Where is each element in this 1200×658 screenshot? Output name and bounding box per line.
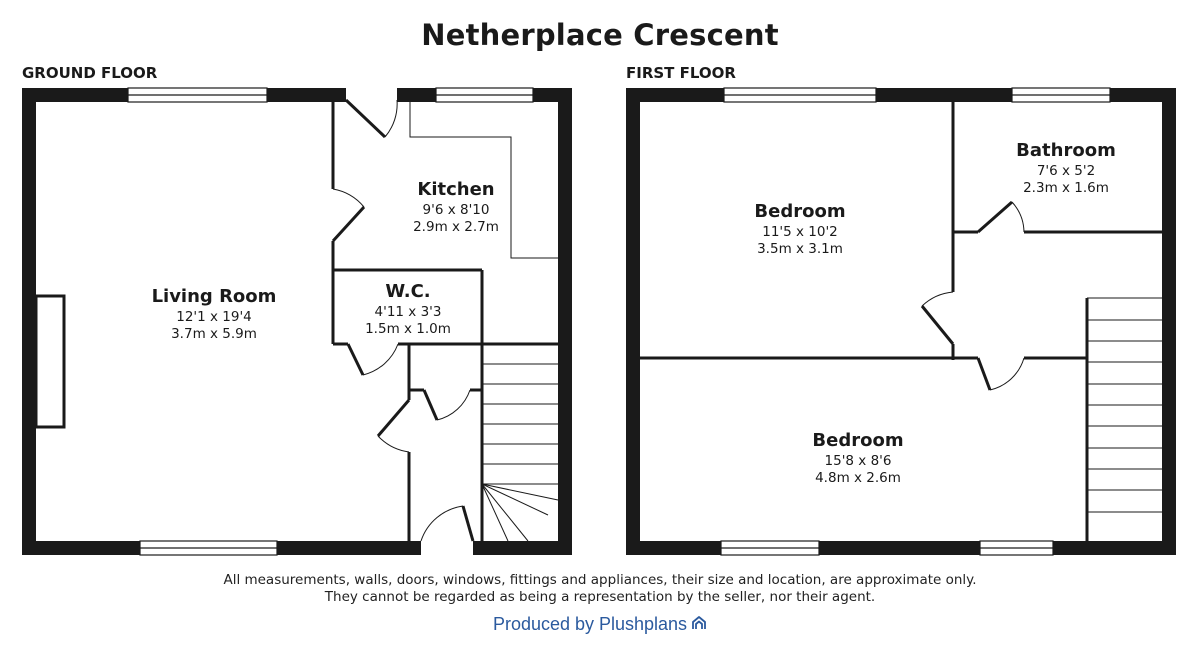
room-name: Bedroom bbox=[812, 430, 904, 451]
living-room-label bbox=[152, 286, 277, 342]
disclaimer-line-2: They cannot be regarded as being a representation by the seller, nor their agent. bbox=[324, 589, 876, 605]
room-imperial-size: 7'6 x 5'2 bbox=[1036, 163, 1096, 179]
room-name: Bedroom bbox=[754, 201, 846, 222]
door-swing bbox=[348, 344, 398, 375]
room-name: Living Room bbox=[151, 286, 277, 307]
credit-text: Produced by Plushplans bbox=[492, 614, 688, 634]
room-metric-size: 3.7m x 5.9m bbox=[171, 326, 257, 342]
first-doors bbox=[922, 202, 1024, 390]
room-imperial-size: 15'8 x 8'6 bbox=[824, 453, 892, 469]
door-swing bbox=[378, 400, 409, 452]
room-imperial-size: 4'11 x 3'3 bbox=[374, 304, 442, 320]
door-swing bbox=[424, 390, 470, 420]
bedroom-1-label bbox=[754, 201, 845, 257]
room-imperial-size: 11'5 x 10'2 bbox=[762, 224, 838, 240]
ground-staircase bbox=[482, 364, 558, 541]
bathroom-label bbox=[1016, 140, 1116, 196]
room-metric-size: 4.8m x 2.6m bbox=[815, 470, 901, 486]
room-imperial-size: 9'6 x 8'10 bbox=[422, 202, 490, 218]
plan-title: Netherplace Crescent bbox=[421, 18, 779, 52]
kitchen-label bbox=[413, 179, 499, 235]
ground-floor-plan bbox=[22, 88, 572, 555]
door-swing bbox=[333, 189, 364, 241]
door-swing bbox=[922, 292, 953, 344]
bedroom-2-label bbox=[812, 430, 903, 486]
first-floor-label: FIRST FLOOR bbox=[626, 64, 736, 82]
first-staircase bbox=[1087, 298, 1162, 512]
room-name: Bathroom bbox=[1016, 140, 1116, 161]
room-metric-size: 1.5m x 1.0m bbox=[365, 321, 451, 337]
disclaimer-line-1: All measurements, walls, doors, windows, fittings and appliances, their size and location, are approximate only. bbox=[223, 572, 977, 588]
room-name: W.C. bbox=[385, 281, 431, 302]
door-swing bbox=[978, 202, 1024, 232]
wc-label bbox=[365, 281, 451, 337]
room-metric-size: 3.5m x 3.1m bbox=[757, 241, 843, 257]
fireplace bbox=[36, 296, 64, 427]
door-swing bbox=[978, 358, 1024, 390]
ground-outer-walls bbox=[22, 88, 572, 555]
plushplans-logo-icon bbox=[691, 615, 707, 631]
first-floor-plan bbox=[626, 88, 1176, 555]
ground-floor-label: GROUND FLOOR bbox=[22, 64, 158, 82]
room-name: Kitchen bbox=[417, 179, 495, 200]
room-imperial-size: 12'1 x 19'4 bbox=[176, 309, 252, 325]
room-metric-size: 2.3m x 1.6m bbox=[1023, 180, 1109, 196]
door-swing bbox=[421, 506, 473, 541]
producer-credit bbox=[0, 614, 1200, 635]
door-swing bbox=[346, 100, 397, 137]
room-metric-size: 2.9m x 2.7m bbox=[413, 219, 499, 235]
